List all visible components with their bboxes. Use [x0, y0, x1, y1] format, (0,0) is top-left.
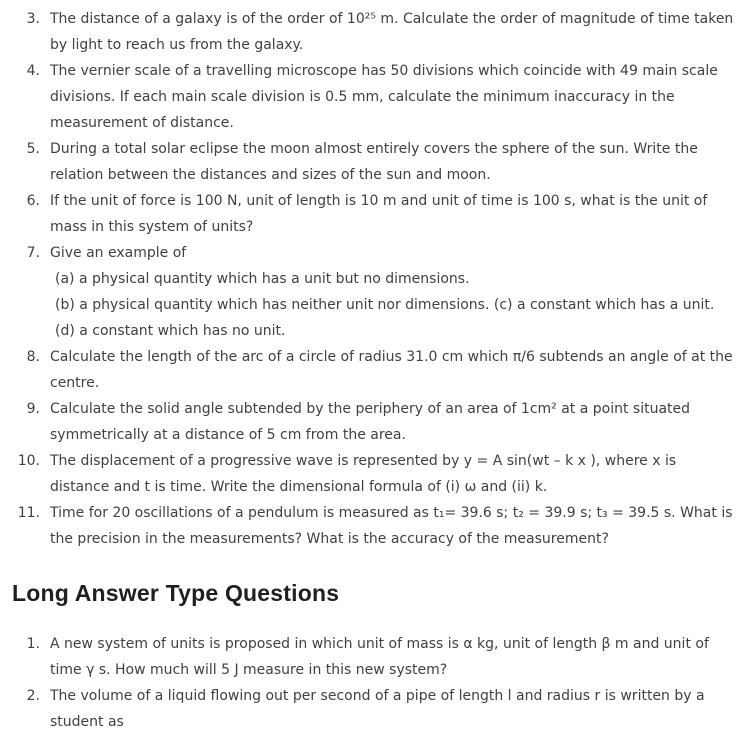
question-text: A new system of units is proposed in which unit of mass is α kg, unit of length β m and unit of time γ s. How much will 5 J measure in this new system? [50, 636, 709, 678]
question-item-4 [10, 58, 737, 136]
question-item-10 [10, 448, 737, 500]
question-item-8 [10, 344, 737, 396]
question-number: 11. [17, 505, 40, 521]
short-answer-questions-list [10, 6, 737, 552]
question-text [40, 240, 737, 344]
question-item-9 [10, 396, 737, 448]
question-item-5 [10, 136, 737, 188]
question-item-11 [10, 500, 737, 552]
question-text: The displacement of a progressive wave is represented by y = A sin(wt – k x ), where x is distance and t is time. Write the dimensional formula of (i) ω and (ii) k. [50, 453, 677, 495]
question-text: If the unit of force is 100 N, unit of length is 10 m and unit of time is 100 s, what is the unit of mass in this system of units? [50, 193, 708, 235]
question-sub-item-a: (a) a physical quantity which has a unit but no dimensions. [55, 271, 470, 287]
question-number: 9. [26, 401, 40, 417]
question-item-6 [10, 188, 737, 240]
question-sub-item-b-c: (b) a physical quantity which has neither unit nor dimensions. (c) a constant which has a unit. [55, 297, 715, 313]
question-item-3 [10, 6, 737, 58]
question-number: 1. [26, 636, 40, 652]
question-number: 4. [26, 63, 40, 79]
long-question-item-1 [10, 631, 737, 683]
question-number: 10. [17, 453, 40, 469]
question-text: The distance of a galaxy is of the order of 10²⁵ m. Calculate the order of magnitude of time taken by light to reach us from the galaxy. [50, 11, 734, 53]
question-text-lead: Give an example of [50, 245, 187, 261]
question-text: Calculate the length of the arc of a circle of radius 31.0 cm which π/6 subtends an angle of at the centre. [50, 349, 733, 391]
question-text: The volume of a liquid flowing out per second of a pipe of length l and radius r is written by a student as [50, 688, 705, 730]
question-text: During a total solar eclipse the moon almost entirely covers the sphere of the sun. Write the relation between the distances and sizes of the sun and moon. [50, 141, 698, 183]
question-sub-item-d: (d) a constant which has no unit. [55, 323, 286, 339]
question-text: The vernier scale of a travelling microscope has 50 divisions which coincide with 49 main scale divisions. If each main scale division is 0.5 mm, calculate the minimum inaccuracy in the measurement of distance. [50, 63, 718, 131]
question-number: 6. [26, 193, 40, 209]
question-number: 2. [26, 688, 40, 704]
question-number: 5. [26, 141, 40, 157]
question-text: Calculate the solid angle subtended by the periphery of an area of 1cm² at a point situated symmetrically at a distance of 5 cm from the area. [50, 401, 691, 443]
long-answer-questions-list [10, 631, 737, 735]
question-number: 3. [26, 11, 40, 27]
question-text: Time for 20 oscillations of a pendulum is measured as t₁= 39.6 s; t₂ = 39.9 s; t₃ = 39.5 s. What is the precision in the measurements? What is the accuracy of the measurement? [50, 505, 733, 547]
question-number: 8. [26, 349, 40, 365]
long-question-item-2 [10, 683, 737, 735]
long-answer-section-heading: Long Answer Type Questions [12, 580, 340, 606]
question-item-7 [10, 240, 737, 344]
question-number: 7. [26, 245, 40, 261]
